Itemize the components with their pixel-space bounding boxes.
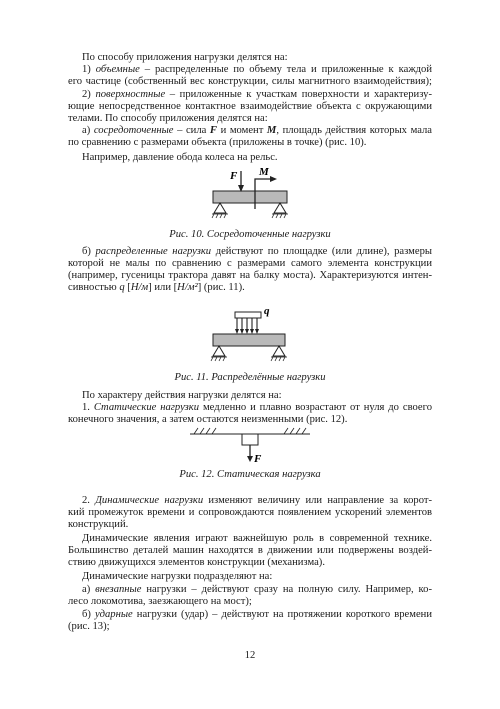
figure-concentrated-loads — [195, 165, 305, 221]
load-block — [242, 434, 258, 445]
paragraph-line: По характеру действия нагрузки делятся на: — [82, 390, 282, 401]
paragraph-line: б) ударные нагрузки (удар) – действуют на протяжении короткого времени — [82, 609, 432, 620]
load-block — [235, 312, 261, 318]
paragraph-line: Большинство деталей машин находятся в движении или подвержены воздей- — [68, 545, 432, 556]
label-F: F — [230, 170, 238, 182]
paragraph-line: телами. По способу приложения делятся на: — [68, 113, 268, 124]
beam — [213, 191, 287, 203]
paragraph-line: Динамические нагрузки подразделяют на: — [82, 571, 273, 582]
ground-hatching — [212, 214, 288, 218]
paragraph-line: ющие непосредственное контактное взаимодействие объекта с окружающими — [68, 101, 432, 112]
figure-caption: Рис. 10. Сосредоточенные нагрузки — [169, 229, 331, 240]
paragraph-line: 2. Динамические нагрузки изменяют величину или направление за корот- — [82, 495, 432, 506]
label-F: F — [254, 453, 262, 464]
right-support — [274, 203, 286, 213]
ground-hatching — [211, 357, 287, 361]
beam — [213, 334, 285, 346]
paragraph-line: 1. Статические нагрузки медленно и плавно возрастают от нуля до своего — [82, 402, 432, 413]
label-M: M — [259, 166, 269, 178]
force-arrow-head — [247, 456, 253, 462]
paragraph-line: Динамические явления играют важнейшую роль в современной технике. — [82, 533, 432, 544]
figure-static-load — [190, 424, 310, 464]
paragraph-line: 1) объемные – распределенные по объему тела и приложенные к каждой — [82, 64, 432, 75]
paragraph-line: (рис. 13); — [68, 621, 110, 632]
paragraph-line: по сравнению с размерами объекта (приложены в точке) (рис. 10). — [68, 137, 367, 148]
ground-hatching — [194, 428, 306, 434]
left-support — [214, 203, 226, 213]
figure-caption: Рис. 12. Статическая нагрузка — [179, 469, 321, 480]
paragraph-line: лесо локомотива, заезжающего на мост); — [68, 596, 252, 607]
paragraph-line: Например, давление обода колеса на рельс. — [82, 152, 278, 163]
paragraph-line: кий промежуток времени и сопровождаются появлением ускорений элементов — [68, 507, 432, 518]
figure-distributed-load — [205, 302, 295, 364]
paragraph-line: конечного значения, а затем остаются неизменными (рис. 12). — [68, 414, 348, 425]
page-number: 12 — [244, 650, 256, 661]
paragraph-line: 2) поверхностные – приложенные к участкам поверхности и характеризу- — [82, 89, 432, 100]
paragraph-line: которой не малы по сравнению с размерами самого элемента конструкции — [68, 258, 432, 269]
right-support — [273, 346, 285, 356]
paragraph-line: ствию движущихся элементов конструкции (механизма). — [68, 557, 325, 568]
left-support — [213, 346, 225, 356]
paragraph-line: б) распределенные нагрузки действуют по площадке (или длине), размеры — [82, 246, 432, 257]
moment-arrow-head — [270, 176, 277, 182]
paragraph-line: сивностью q [Н/м] или [Н/м²] (рис. 11). — [68, 282, 245, 293]
figure-caption: Рис. 11. Распределённые нагрузки — [174, 372, 326, 383]
paragraph-line: конструкций. — [68, 519, 129, 530]
paragraph-line: а) внезапные нагрузки – действуют сразу на полную силу. Например, ко- — [82, 584, 432, 595]
paragraph-line: а) сосредоточенные – сила F и момент M, площадь действия которых мала — [82, 125, 432, 136]
paragraph-line: (например, гусеницы трактора давят на балку моста). Характеризуются интен- — [68, 270, 432, 281]
label-q: q — [264, 305, 270, 317]
paragraph-line: По способу приложения нагрузки делятся на: — [82, 52, 288, 63]
paragraph-line: его частице (собственный вес конструкции, силы магнитного взаимодействия); — [68, 76, 432, 87]
